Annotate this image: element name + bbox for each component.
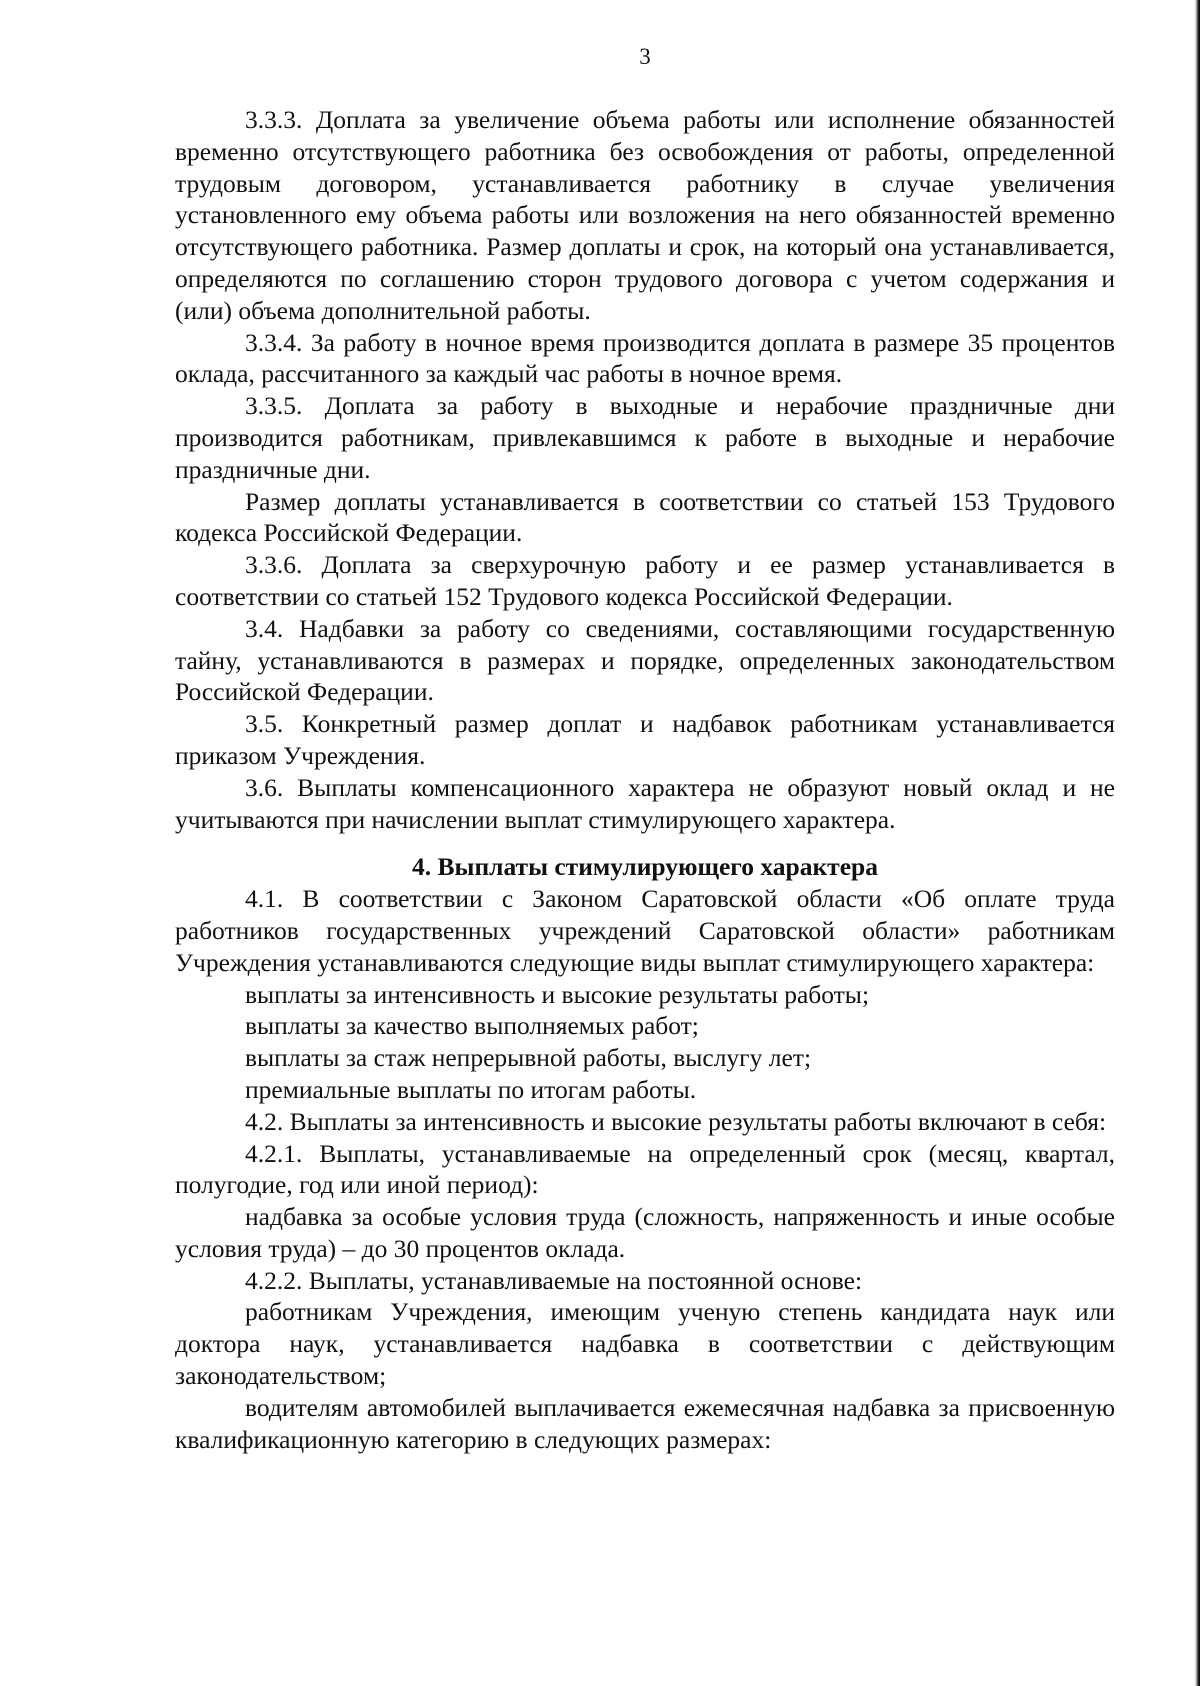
paragraph-article-153: Размер доплаты устанавливается в соответствии со статьей 153 Трудового кодекса Российской Федерации. — [175, 486, 1115, 548]
list-item: выплаты за интенсивность и высокие результаты работы; — [245, 979, 870, 1009]
scan-edge-shadow — [1194, 0, 1200, 1686]
paragraph-drivers: водителям автомобилей выплачивается ежемесячная надбавка за присвоенную квалификационную категорию в следующих размерах: — [175, 1392, 1115, 1454]
paragraph-3-3-4: 3.3.4. За работу в ночное время производится доплата в размере 35 процентов оклада, рассчитанного за каждый час работы в ночное время. — [175, 327, 1115, 389]
paragraph-4-2-1: 4.2.1. Выплаты, устанавливаемые на определенный срок (месяц, квартал, полугодие, год или иной период): — [175, 1138, 1115, 1200]
paragraph-3-3-5: 3.3.5. Доплата за работу в выходные и нерабочие праздничные дни производится работникам, привлекавшимся к работе в выходные и нерабочие праздничные дни. — [175, 391, 1115, 484]
list-item: премиальные выплаты по итогам работы. — [245, 1074, 697, 1104]
paragraph-4-2-2: 4.2.2. Выплаты, устанавливаемые на постоянной основе: — [245, 1265, 863, 1295]
paragraph-academic-degree: работникам Учреждения, имеющим ученую степень кандидата наук или доктора наук, устанавливается надбавка в соответствии с действующим законодательством; — [175, 1297, 1115, 1391]
paragraph-3-6: 3.6. Выплаты компенсационного характера не образуют новый оклад и не учитываются при начислении выплат стимулирующего характера. — [175, 772, 1115, 834]
page-number: 3 — [639, 44, 651, 69]
paragraph-4-1: 4.1. В соответствии с Законом Саратовской области «Об оплате труда работников государственных учреждений Саратовской области» работникам Учреждения устанавливаются следующие виды выплат стимулирующего характера: — [175, 884, 1115, 977]
paragraph-special-conditions: надбавка за особые условия труда (сложность, напряженность и иные особые условия труда) – до 30 процентов оклада. — [175, 1202, 1115, 1263]
paragraph-3-3-6: 3.3.6. Доплата за сверхурочную работу и ее размер устанавливается в соответствии со статьей 152 Трудового кодекса Российской Федерации. — [175, 550, 1115, 611]
section-4-heading: 4. Выплаты стимулирующего характера — [412, 852, 878, 882]
paragraph-4-2: 4.2. Выплаты за интенсивность и высокие результаты работы включают в себя: — [245, 1106, 1107, 1136]
document-body — [175, 104, 1115, 1455]
paragraph-3-3-3: 3.3.3. Доплата за увеличение объема работы или исполнение обязанностей временно отсутствующего работника без освобождения от работы, определенной трудовым договором, устанавливается работнику в случае увеличения установленного ему объема работы или возложения на него обязанностей временно отсутствующего работника. Размер доплаты и срок, на который она устанавливается, определяются по соглашению сторон трудового договора с учетом содержания и (или) объема дополнительной работы. — [175, 105, 1115, 325]
list-item: выплаты за качество выполняемых работ; — [245, 1011, 699, 1041]
paragraph-3-5: 3.5. Конкретный размер доплат и надбавок работникам устанавливается приказом Учреждения. — [175, 709, 1115, 770]
list-item: выплаты за стаж непрерывной работы, выслугу лет; — [245, 1043, 812, 1073]
paragraph-3-4: 3.4. Надбавки за работу со сведениями, составляющими государственную тайну, устанавливаются в размерах и порядке, определенных законодательством Российской Федерации. — [175, 613, 1115, 707]
